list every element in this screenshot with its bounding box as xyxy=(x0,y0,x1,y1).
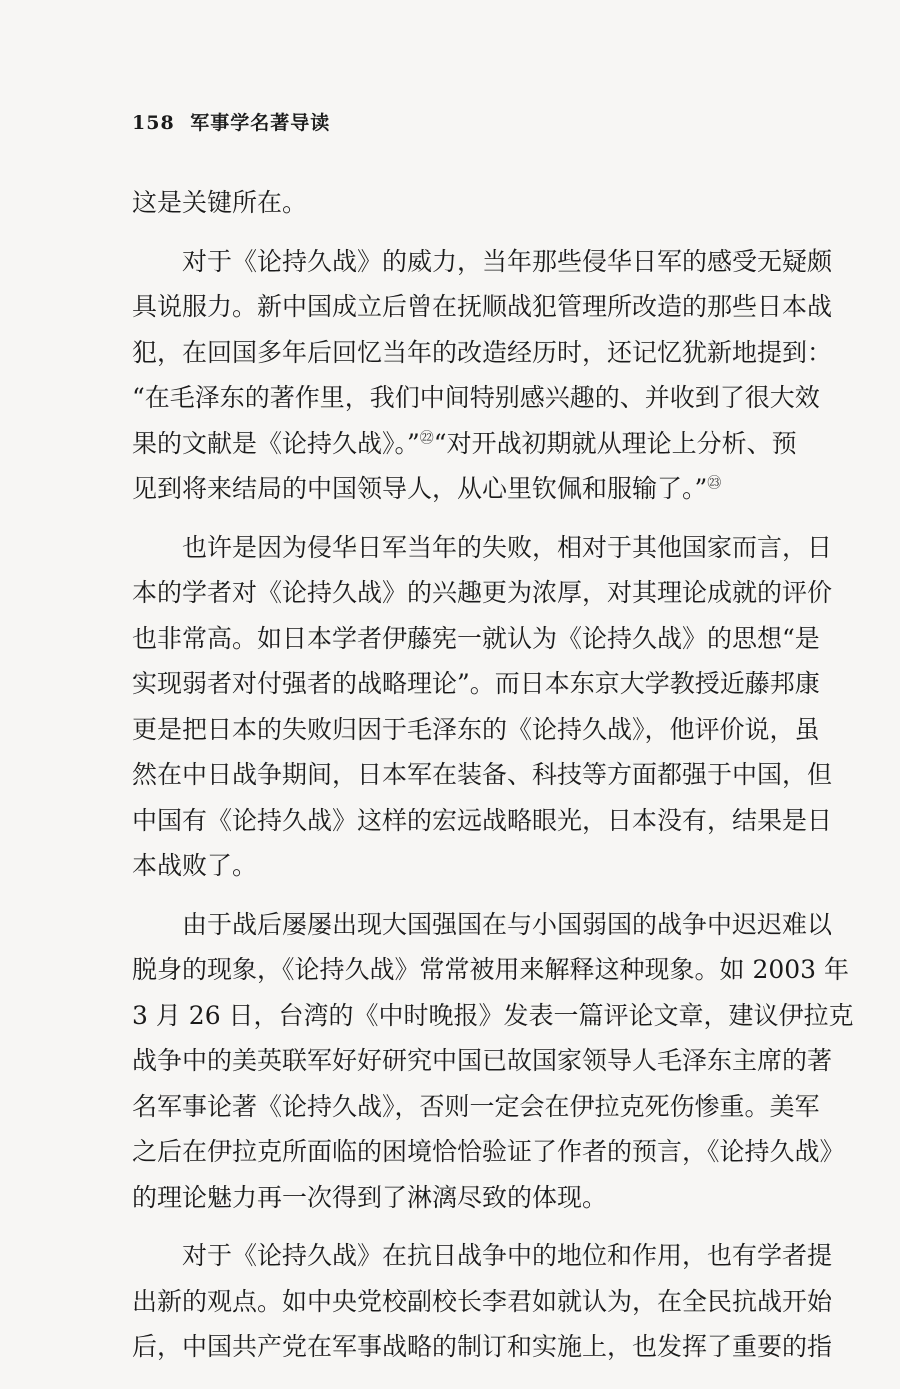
paragraph xyxy=(132,239,833,512)
text-line: 本的学者对《论持久战》的兴趣更为浓厚，对其理论成就的评价 xyxy=(132,578,833,607)
text-line: 实现弱者对付强者的战略理论”。而日本东京大学教授近藤邦康 xyxy=(132,669,820,698)
paragraph xyxy=(132,902,854,1221)
running-header xyxy=(132,108,330,135)
paragraph xyxy=(132,525,833,889)
text-line: 对于《论持久战》在抗日战争中的地位和作用，也有学者提 xyxy=(182,1241,833,1270)
text-line: 也许是因为侵华日军当年的失败，相对于其他国家而言，日 xyxy=(182,532,833,562)
text-line: 本战败了。 xyxy=(132,851,258,880)
text-line: “在毛泽东的著作里，我们中间特别感兴趣的、并收到了很大效 xyxy=(132,383,820,412)
text-line: 脱身的现象，《论持久战》常常被用来解释这种现象。如 2003 年 xyxy=(132,955,850,984)
footnote-marker-22: ㉒ xyxy=(419,430,434,447)
text-line: 的理论魅力再一次得到了淋漓尽致的体现。 xyxy=(132,1182,608,1212)
text-line: 更是把日本的失败归因于毛泽东的《论持久战》，他评价说，虽 xyxy=(132,714,820,744)
text-line xyxy=(132,466,768,512)
text-line: 名军事论著《论持久战》，否则一定会在伊拉克死伤惨重。美军 xyxy=(132,1091,820,1121)
text-line: 中国有《论持久战》这样的宏远战略眼光，日本没有，结果是日 xyxy=(132,805,833,835)
text-segment: 见到将来结局的中国领导人，从心里钦佩和服输了。” xyxy=(132,474,708,503)
paragraph xyxy=(132,1233,833,1370)
body-text xyxy=(132,180,854,1370)
text-line: 犯，在回国多年后回忆当年的改造经历时，还记忆犹新地提到： xyxy=(132,337,833,367)
text-line: 3 月 26 日，台湾的《中时晚报》发表一篇评论文章，建议伊拉克 xyxy=(132,1000,854,1030)
text-line: 对于《论持久战》的威力，当年那些侵华日军的感受无疑颇 xyxy=(182,246,833,276)
text-segment: 果的文献是《论持久战》。” xyxy=(132,428,420,458)
page-number: 158 xyxy=(132,112,175,134)
text-line: 之后在伊拉克所面临的困境恰恰验证了作者的预言，《论持久战》 xyxy=(132,1137,845,1166)
text-line: 也非常高。如日本学者伊藤宪一就认为《论持久战》的思想“是 xyxy=(132,623,820,653)
text-line: 战争中的美英联军好好研究中国已故国家领导人毛泽东主席的著 xyxy=(132,1046,833,1075)
book-title: 军事学名著导读 xyxy=(190,112,331,134)
text-line: 然在中日战争期间，日本军在装备、科技等方面都强于中国，但 xyxy=(132,760,833,789)
text-line: 具说服力。新中国成立后曾在抚顺战犯管理所改造的那些日本战 xyxy=(132,292,833,321)
footnote-marker-23: ㉓ xyxy=(707,475,722,492)
text-line: 出新的观点。如中央党校副校长李君如就认为，在全民抗战开始 xyxy=(132,1286,833,1316)
text-line xyxy=(132,421,797,467)
text-segment: “对开战初期就从理论上分析、预 xyxy=(433,428,797,458)
text-line: 后，中国共产党在军事战略的制订和实施上，也发挥了重要的指 xyxy=(132,1332,833,1361)
text-line: 由于战后屡屡出现大国强国在与小国弱国的战争中迟迟难以 xyxy=(182,909,833,939)
text-line: 这是关键所在。 xyxy=(132,188,308,217)
